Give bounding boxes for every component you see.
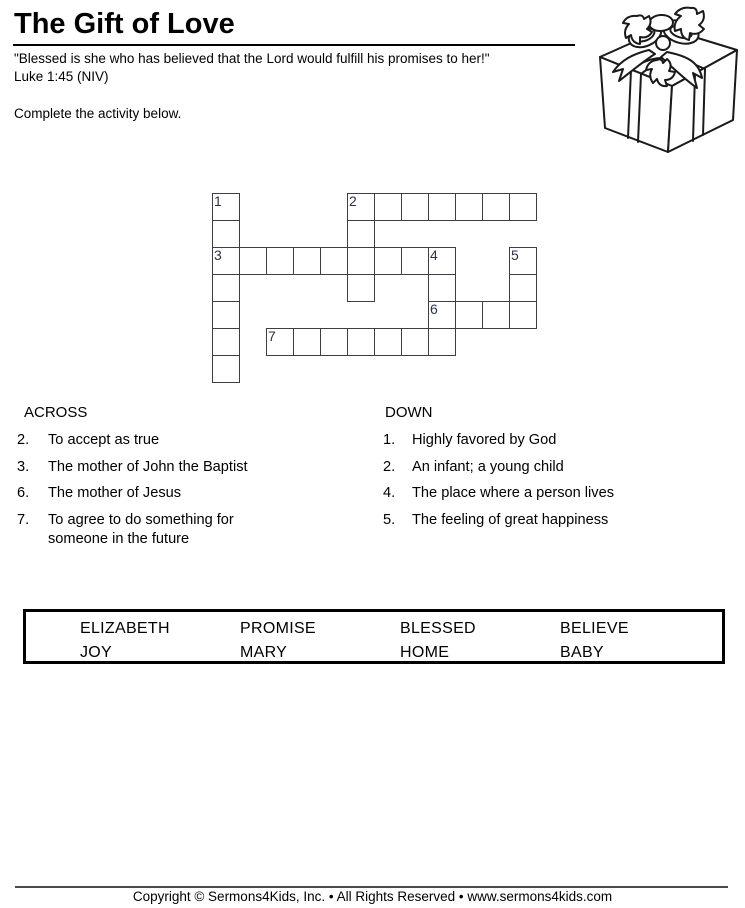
crossword-cell[interactable] [320, 247, 348, 275]
clue-text: An infant; a young child [412, 458, 564, 475]
clue-item [17, 511, 347, 550]
clue-text: The mother of Jesus [48, 485, 182, 501]
down-section [383, 403, 723, 537]
cell-number: 1 [214, 193, 222, 209]
clue-item [17, 458, 347, 478]
crossword-cell[interactable] [347, 274, 375, 302]
crossword-cell[interactable] [212, 247, 240, 275]
clue-text: To agree to do something for someone in the future [48, 511, 234, 547]
crossword-cell[interactable] [347, 220, 375, 248]
crossword-cell[interactable] [428, 247, 456, 275]
across-heading: ACROSS [24, 404, 88, 421]
crossword-cell[interactable] [266, 247, 294, 275]
crossword-cell[interactable] [401, 193, 429, 221]
word-bank-word: BELIEVE [560, 620, 629, 637]
clue-item [383, 511, 723, 531]
crossword-cell[interactable] [428, 301, 456, 329]
crossword-cell[interactable] [482, 193, 510, 221]
crossword-cell[interactable] [509, 247, 537, 275]
crossword-cell[interactable] [509, 301, 537, 329]
cell-number: 7 [268, 328, 276, 344]
crossword-cell[interactable] [212, 274, 240, 302]
crossword-cell[interactable] [347, 328, 375, 356]
crossword-cell[interactable] [401, 328, 429, 356]
clue-number: 7. [17, 511, 30, 528]
crossword-cell[interactable] [401, 247, 429, 275]
word-bank-word: JOY [80, 644, 113, 661]
clue-number: 3. [17, 458, 30, 475]
crossword-cell[interactable] [266, 328, 294, 356]
word-bank-word: BABY [560, 644, 604, 661]
verse-line-1: "Blessed is she who has believed that the Lord would fulfill his promises to her!" [14, 51, 490, 66]
crossword-cell[interactable] [212, 220, 240, 248]
word-bank-list [26, 612, 722, 665]
cell-number: 6 [430, 301, 438, 317]
crossword-cell[interactable] [482, 301, 510, 329]
crossword-cell[interactable] [374, 193, 402, 221]
clue-text: The feeling of great happiness [412, 511, 609, 528]
clue-item [383, 484, 723, 504]
across-clues [17, 431, 347, 550]
crossword-cell[interactable] [428, 328, 456, 356]
crossword-cell[interactable] [212, 193, 240, 221]
crossword-cell[interactable] [347, 193, 375, 221]
crossword-cell[interactable] [293, 247, 321, 275]
down-clues [383, 431, 723, 530]
word-bank-word: MARY [240, 644, 288, 661]
title-divider [13, 44, 575, 46]
clue-number: 4. [383, 485, 396, 501]
across-section [17, 403, 347, 557]
crossword-cell[interactable] [428, 193, 456, 221]
crossword-cell[interactable] [212, 355, 240, 383]
clue-text: The place where a person lives [412, 485, 614, 501]
bible-verse [14, 50, 599, 86]
clue-item [17, 431, 347, 451]
crossword-cell[interactable] [455, 193, 483, 221]
cell-number: 4 [430, 247, 438, 263]
footer-divider [15, 886, 728, 888]
cell-number: 3 [214, 247, 222, 263]
activity-instruction: Complete the activity below. [14, 106, 182, 121]
crossword-cell[interactable] [347, 247, 375, 275]
crossword-cell[interactable] [428, 274, 456, 302]
clue-number: 1. [383, 432, 396, 448]
word-bank-word: PROMISE [240, 620, 316, 637]
crossword-cell[interactable] [374, 247, 402, 275]
footer-copyright: Copyright © Sermons4Kids, Inc. • All Rights Reserved • www.sermons4kids.com [132, 889, 613, 904]
word-bank [23, 609, 725, 664]
gift-illustration [595, 2, 745, 154]
clue-item [383, 431, 723, 451]
cell-number: 5 [511, 247, 519, 263]
crossword-cell[interactable] [293, 328, 321, 356]
clue-number: 6. [17, 485, 30, 501]
crossword-cell[interactable] [455, 301, 483, 329]
page-title: The Gift of Love [14, 8, 235, 40]
bow-knot [656, 36, 670, 50]
clue-text: The mother of John the Baptist [48, 458, 248, 475]
clue-number: 5. [383, 511, 396, 528]
cell-number: 2 [349, 193, 357, 209]
clue-number: 2. [383, 458, 396, 475]
word-bank-word: BLESSED [400, 620, 476, 637]
verse-line-2: Luke 1:45 (NIV) [14, 69, 109, 84]
word-bank-word: HOME [400, 644, 450, 661]
word-bank-word: ELIZABETH [80, 620, 170, 637]
clue-number: 2. [17, 432, 30, 448]
crossword-grid [212, 193, 537, 383]
down-heading: DOWN [385, 404, 433, 421]
crossword-cell[interactable] [374, 328, 402, 356]
clue-text: Highly favored by God [412, 432, 557, 448]
clue-item [17, 484, 347, 504]
crossword-cell[interactable] [320, 328, 348, 356]
clue-item [383, 458, 723, 478]
crossword-cell[interactable] [509, 193, 537, 221]
crossword-cell[interactable] [509, 274, 537, 302]
crossword-cell[interactable] [239, 247, 267, 275]
clue-text: To accept as true [48, 432, 160, 448]
crossword-cell[interactable] [212, 328, 240, 356]
crossword-cell[interactable] [212, 301, 240, 329]
